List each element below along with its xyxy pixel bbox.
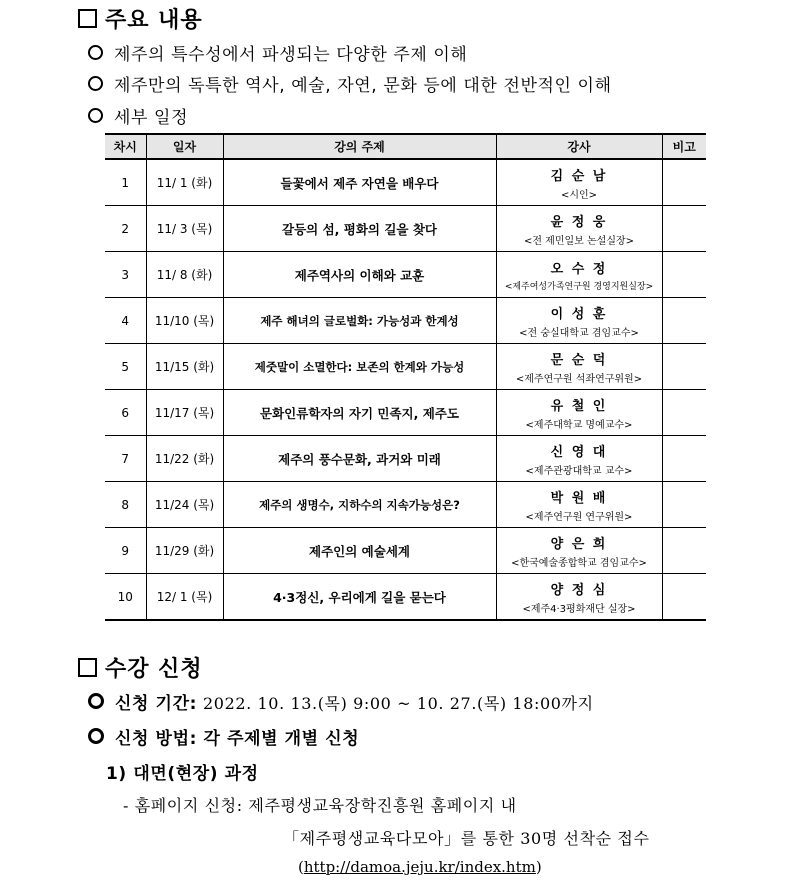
- session-no: 7: [105, 436, 146, 482]
- lecturer-name: 양 은 희: [550, 536, 608, 552]
- session-topic: 문화인류학자의 자기 민족지, 제주도: [223, 390, 496, 436]
- header-lecturer: 강사: [496, 134, 662, 159]
- header-session: 차시: [105, 134, 146, 159]
- lecturer-name: 오 수 정: [550, 261, 608, 277]
- session-no: 2: [105, 206, 146, 252]
- lecturer-cell: [496, 482, 662, 528]
- note-cell: [662, 574, 706, 621]
- lecturer-role: <제주연구원 석좌연구위원>: [515, 373, 643, 385]
- session-topic: 제줏말이 소멸한다: 보존의 한계와 가능성: [223, 344, 496, 390]
- lecturer-role: <제주관광대학교 교수>: [525, 465, 633, 477]
- session-no: 8: [105, 482, 146, 528]
- session-no: 9: [105, 528, 146, 574]
- session-date: 11/17 (목): [146, 390, 223, 436]
- bullet-item: 제주의 특수성에서 파생되는 다양한 주제 이해: [88, 40, 467, 65]
- table-header-row: [105, 134, 706, 159]
- session-topic: 갈등의 섬, 평화의 길을 찾다: [223, 206, 496, 252]
- homepage-application-line: - 홈페이지 신청: 제주평생교육장학진흥원 홈페이지 내: [123, 796, 517, 815]
- homepage-application-cont: 「제주평생교육다모아」를 통한 30명 선착순 접수: [283, 829, 650, 848]
- note-cell: [662, 252, 706, 298]
- lecturer-name: 박 원 배: [550, 490, 608, 506]
- lecturer-cell: [496, 528, 662, 574]
- lecturer-name: 김 순 남: [550, 168, 608, 184]
- square-bullet-icon: [78, 658, 97, 677]
- session-topic: 제주역사의 이해와 교훈: [223, 252, 496, 298]
- url-line: (http://damoa.jeju.kr/index.htm): [298, 858, 542, 876]
- square-bullet-icon: [78, 9, 97, 28]
- registration-period: [88, 689, 594, 714]
- lecturer-role: <제주대학교 명예교수>: [525, 419, 633, 431]
- table-row: [105, 206, 706, 252]
- table-row: [105, 436, 706, 482]
- lecturer-cell: [496, 390, 662, 436]
- registration-method: [88, 724, 359, 749]
- session-no: 5: [105, 344, 146, 390]
- header-note: 비고: [662, 134, 706, 159]
- lecturer-cell: [496, 206, 662, 252]
- lecturer-cell: [496, 252, 662, 298]
- lecturer-role: <한국예술종합학교 겸임교수>: [511, 557, 647, 569]
- note-cell: [662, 436, 706, 482]
- session-topic: 제주 해녀의 글로벌화: 가능성과 한계성: [223, 298, 496, 344]
- table-row: [105, 390, 706, 436]
- circle-bullet-icon: [88, 728, 104, 744]
- session-topic: 4·3정신, 우리에게 길을 묻는다: [223, 574, 496, 621]
- lecturer-name: 윤 정 웅: [550, 214, 608, 230]
- bullet-item: 세부 일정: [88, 103, 188, 128]
- lecturer-role: <시인>: [560, 189, 598, 201]
- session-topic: 제주의 생명수, 지하수의 지속가능성은?: [223, 482, 496, 528]
- section-title: 수강 신청: [105, 657, 203, 682]
- table-row: [105, 574, 706, 621]
- lecturer-role: <제주여성가족연구원 경영지원실장>: [504, 281, 654, 292]
- session-date: 11/ 8 (화): [146, 252, 223, 298]
- lecturer-cell: [496, 159, 662, 206]
- note-cell: [662, 482, 706, 528]
- lecturer-cell: [496, 298, 662, 344]
- note-cell: [662, 206, 706, 252]
- session-no: 1: [105, 159, 146, 206]
- session-date: 11/ 1 (화): [146, 159, 223, 206]
- period-value: 2022. 10. 13.(목) 9:00 ~ 10. 27.(목) 18:00까지: [203, 694, 594, 713]
- session-topic: 제주인의 예술세계: [223, 528, 496, 574]
- table-row: [105, 252, 706, 298]
- note-cell: [662, 528, 706, 574]
- header-date: 일자: [146, 134, 223, 159]
- sub-heading: 1) 대면(현장) 과정: [106, 764, 259, 784]
- session-date: 11/22 (화): [146, 436, 223, 482]
- bullet-item: 제주만의 독특한 역사, 예술, 자연, 문화 등에 대한 전반적인 이해: [88, 71, 612, 96]
- session-no: 6: [105, 390, 146, 436]
- damoa-link[interactable]: http://damoa.jeju.kr/index.htm: [303, 858, 536, 876]
- lecturer-name: 이 성 훈: [550, 306, 608, 322]
- lecturer-cell: [496, 574, 662, 621]
- lecturer-name: 유 철 인: [550, 398, 608, 414]
- lecturer-cell: [496, 436, 662, 482]
- session-date: 11/24 (목): [146, 482, 223, 528]
- circle-bullet-icon: [88, 76, 103, 91]
- method-label: 신청 방법: 각 주제별 개별 신청: [115, 729, 360, 749]
- table-row: [105, 344, 706, 390]
- circle-bullet-icon: [88, 45, 103, 60]
- lecturer-role: <전 숭실대학교 겸임교수>: [519, 327, 639, 339]
- note-cell: [662, 390, 706, 436]
- lecturer-cell: [496, 344, 662, 390]
- table-row: [105, 298, 706, 344]
- session-no: 10: [105, 574, 146, 621]
- note-cell: [662, 298, 706, 344]
- session-no: 4: [105, 298, 146, 344]
- lecturer-role: <제주4·3평화재단 실장>: [522, 603, 636, 615]
- section-heading-main-content: [78, 3, 203, 34]
- note-cell: [662, 344, 706, 390]
- session-topic: 제주의 풍수문화, 과거와 미래: [223, 436, 496, 482]
- lecturer-role: <제주연구원 연구위원>: [525, 511, 633, 523]
- session-date: 11/29 (화): [146, 528, 223, 574]
- header-topic: 강의 주제: [223, 134, 496, 159]
- session-date: 11/10 (목): [146, 298, 223, 344]
- table-row: [105, 528, 706, 574]
- schedule-table: [105, 133, 706, 621]
- session-date: 11/ 3 (목): [146, 206, 223, 252]
- lecturer-role: <전 제민일보 논설실장>: [523, 235, 635, 247]
- circle-bullet-icon: [88, 108, 103, 123]
- session-date: 11/15 (화): [146, 344, 223, 390]
- session-topic: 들꽃에서 제주 자연을 배우다: [223, 159, 496, 206]
- section-title: 주요 내용: [105, 8, 203, 33]
- circle-bullet-icon: [88, 693, 104, 709]
- session-date: 12/ 1 (목): [146, 574, 223, 621]
- lecturer-name: 양 정 심: [550, 582, 608, 598]
- table-row: [105, 159, 706, 206]
- lecturer-name: 신 영 대: [550, 444, 608, 460]
- section-heading-registration: [78, 652, 203, 683]
- session-no: 3: [105, 252, 146, 298]
- period-label: 신청 기간:: [115, 694, 198, 714]
- lecturer-name: 문 순 덕: [550, 352, 608, 368]
- table-row: [105, 482, 706, 528]
- note-cell: [662, 159, 706, 206]
